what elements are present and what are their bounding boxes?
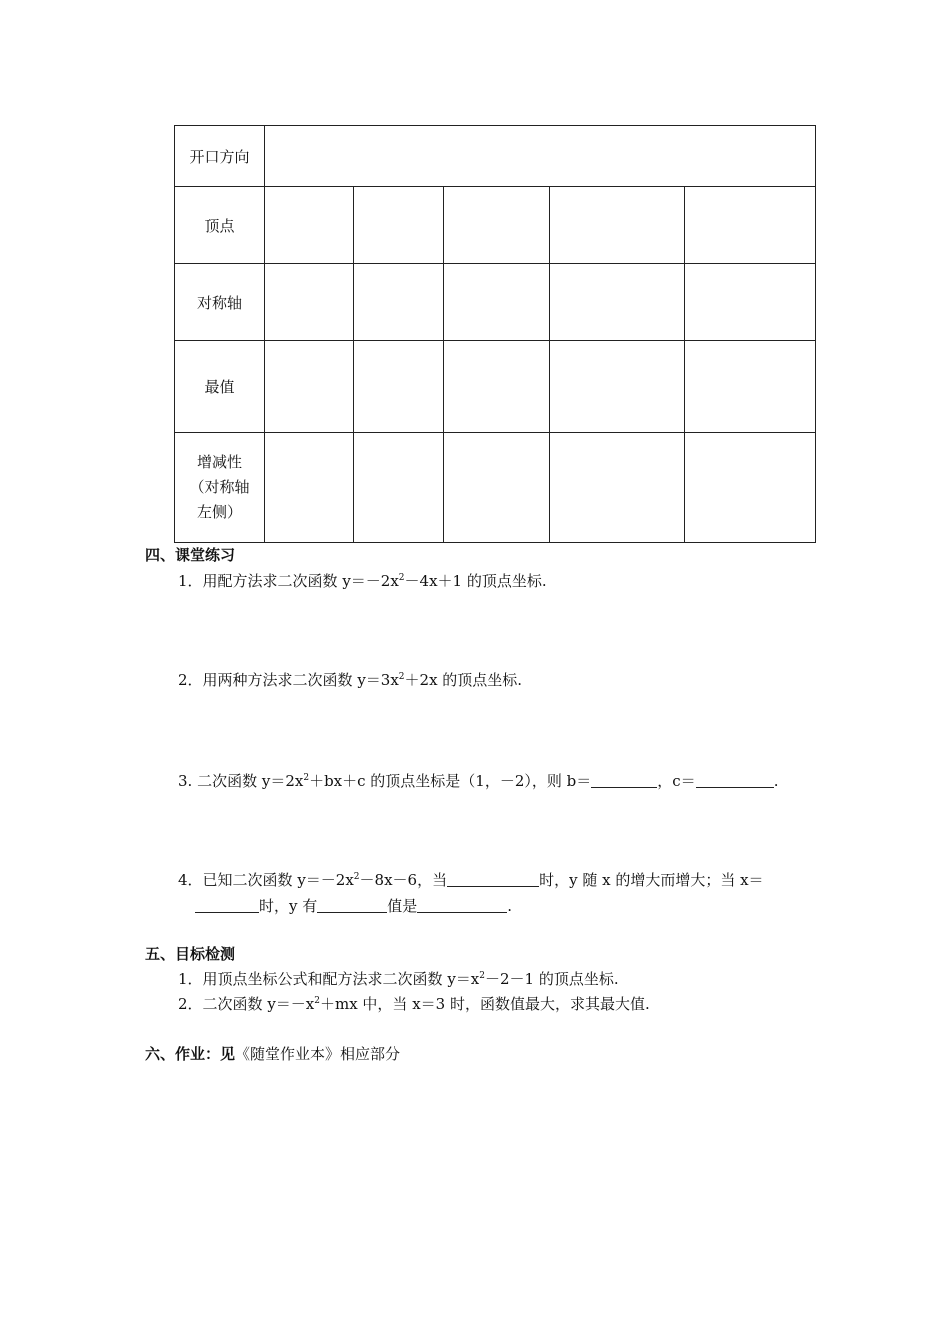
assessment-question-2: 2．二次函数 $y=-x^2+mx$ 中，当 x＝3 时，函数值最大，求其最大值.	[178, 995, 650, 1013]
answer-cell[interactable]	[265, 187, 354, 264]
answer-cell[interactable]	[265, 264, 354, 341]
answer-cell[interactable]	[265, 341, 354, 433]
section-heading-assessment: 五、目标检测	[145, 945, 236, 963]
blank-x[interactable]	[195, 898, 259, 913]
table-row	[175, 187, 816, 264]
table-row	[175, 341, 816, 433]
blank-b[interactable]	[591, 773, 657, 788]
answer-cell[interactable]	[444, 264, 550, 341]
answer-cell[interactable]	[354, 433, 444, 543]
table-row	[175, 126, 816, 187]
assessment-question-1: 1．用顶点坐标公式和配方法求二次函数 $y=x^2-2-1$ 的顶点坐标.	[178, 970, 619, 988]
answer-cell[interactable]	[444, 341, 550, 433]
answer-cell[interactable]	[685, 341, 816, 433]
answer-cell[interactable]	[265, 433, 354, 543]
blank-range[interactable]	[447, 872, 539, 887]
label-line: 左侧）	[196, 503, 242, 521]
row-label-vertex: 顶点	[175, 187, 265, 264]
table-row	[175, 433, 816, 543]
answer-cell[interactable]	[444, 187, 550, 264]
row-label-opening-direction: 开口方向	[175, 126, 265, 187]
question-4-continued: 时，y 有 值是 .	[195, 896, 512, 916]
homework-line	[145, 1044, 400, 1064]
answer-cell[interactable]	[685, 264, 816, 341]
answer-cell[interactable]	[550, 341, 685, 433]
answer-cell[interactable]	[685, 433, 816, 543]
question-4: 4．已知二次函数 $y=-2x^2-8x-6$，当 时，y 随 x 的增大而增大；当 x＝	[178, 871, 764, 889]
question-2: 2．用两种方法求二次函数 $y=3x^2+2x$ 的顶点坐标.	[178, 671, 523, 689]
blank-extreme-value[interactable]	[417, 898, 507, 913]
blank-extreme-type[interactable]	[317, 898, 387, 913]
label-line: 增减性	[196, 453, 242, 471]
question-1: 1．用配方法求二次函数 $y=-2x^2-4x+1$ 的顶点坐标.	[178, 572, 547, 590]
answer-cell[interactable]	[354, 264, 444, 341]
row-label-axis: 对称轴	[175, 264, 265, 341]
table-row	[175, 264, 816, 341]
label-line: （对称轴	[189, 478, 250, 496]
question-3: 3. 二次函数 $y=2x^2+bx+c$ 的顶点坐标是（1，－2），则 b＝ ，c＝ .	[178, 772, 779, 790]
answer-cell[interactable]	[550, 264, 685, 341]
answer-cell[interactable]	[685, 187, 816, 264]
row-label-extreme-value: 最值	[175, 341, 265, 433]
section-heading-homework: 六、作业：见	[145, 1045, 236, 1063]
answer-cell[interactable]	[550, 187, 685, 264]
blank-c[interactable]	[696, 773, 774, 788]
answer-cell[interactable]	[354, 187, 444, 264]
answer-cell[interactable]	[354, 341, 444, 433]
function-properties-table	[174, 125, 816, 543]
answer-cell[interactable]	[550, 433, 685, 543]
row-label-monotonicity	[175, 433, 265, 543]
answer-cell[interactable]	[444, 433, 550, 543]
answer-cell[interactable]	[265, 126, 816, 187]
homework-text: 《随堂作业本》相应部分	[235, 1045, 401, 1063]
section-heading-practice: 四、课堂练习	[145, 546, 236, 564]
